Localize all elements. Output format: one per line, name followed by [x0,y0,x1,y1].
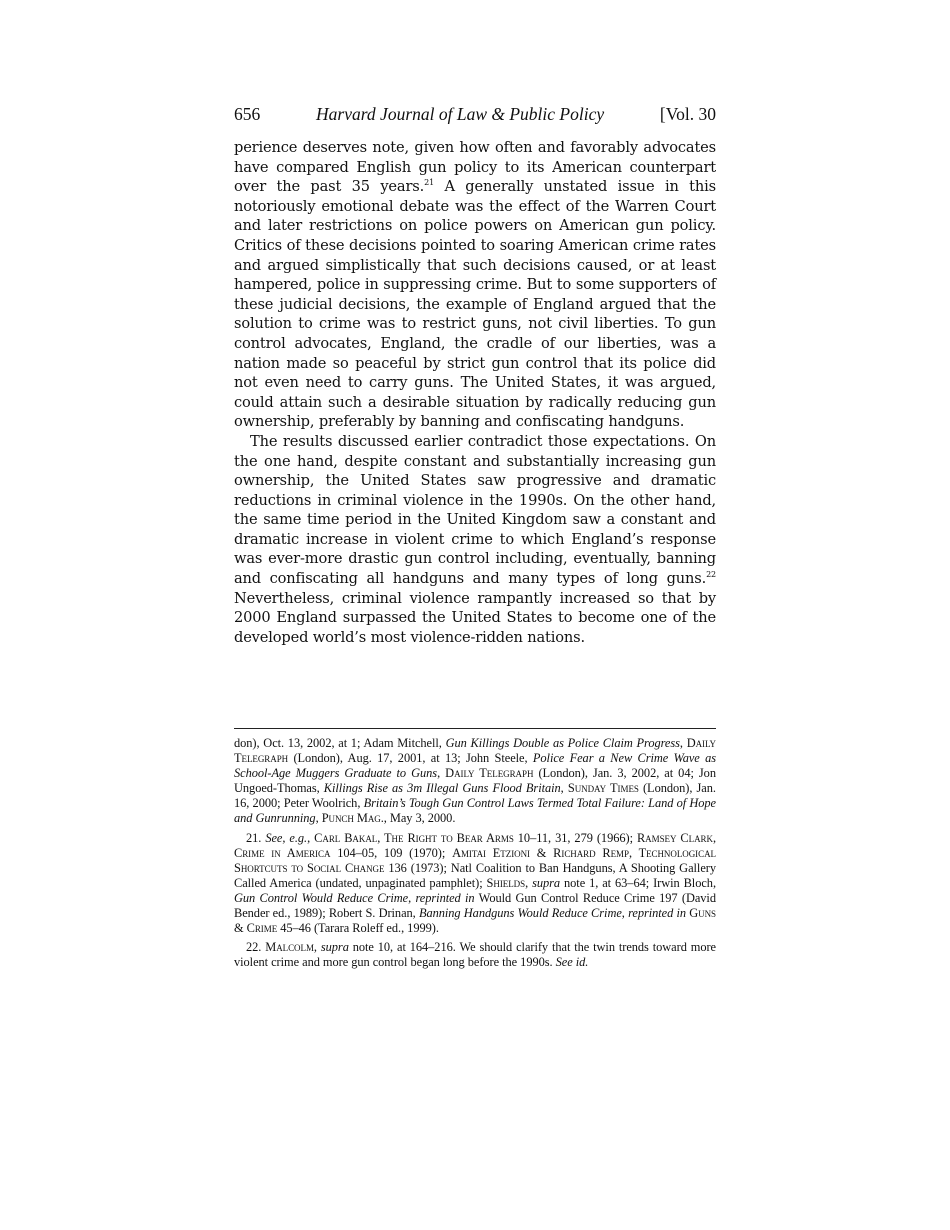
footnote-divider [234,728,716,729]
volume-label: [Vol. 30 [659,104,716,124]
footnotes [234,736,716,974]
paragraph-1-text-b: A generally unstated issue in this notoriously emotional debate was the effect of the Warren Court and later restrictions on police powers on American gun policy. Critics of these decisions pointed to soaring American crime rates and argued simplistically that such decisions caused, or at least hampered, police in suppressing crime. But to some supporters of these judicial decisions, the example of England argued that the solution to crime was to restrict guns, not civil liberties. To gun control advocates, England, the cradle of our liberties, was a nation made so peaceful by strict gun control that its police did not even need to carry guns. The United States, it was argued, could attain such a desirable situation by radically reducing gun ownership, preferably by banning and confiscating handguns. [234,178,716,431]
paragraph-1 [234,138,716,432]
page-number: 656 [234,104,261,124]
footnote-ref-21[interactable]: 21 [424,178,435,188]
paragraph-2-text-b: Nevertheless, criminal violence rampantly increased so that by 2000 England surpassed the United States to become one of the developed world’s most violence-ridden nations. [234,589,716,646]
footnote-22: 22. Malcolm, supra note 10, at 164–216. We should clarify that the twin trends toward more violent crime and more gun control began long before the 1990s. See id. [234,940,716,970]
body-text [234,138,716,647]
paragraph-2-text-a: The results discussed earlier contradict those expectations. On the one hand, despite constant and substantially increasing gun ownership, the United States saw progressive and dramatic reductions in criminal violence in the 1990s. On the other hand, the same time period in the United Kingdom saw a constant and dramatic increase in violent crime to which England’s response was ever-more drastic gun control including, eventually, banning and confiscating all handguns and many types of long guns. [234,432,716,588]
running-header [234,104,716,138]
paragraph-2 [234,432,716,648]
journal-title: Harvard Journal of Law & Public Policy [316,104,605,124]
footnote-continued: don), Oct. 13, 2002, at 1; Adam Mitchell, Gun Killings Double as Police Claim Progress, Daily Telegraph (London), Aug. 17, 2001, at 13; John Steele, Police Fear a New Crime Wave as School-Age Muggers Graduate to Guns, Daily Telegraph (London), Jan. 3, 2002, at 04; Jon Ungoed-Thomas, Killings Rise as 3m Illegal Guns Flood Britain, Sunday Times (London), Jan. 16, 2000; Peter Woolrich, Britain’s Tough Gun Control Laws Termed Total Failure: Land of Hope and Gunrunning, Punch Mag., May 3, 2000. [234,736,716,826]
paragraph-1-text-a: perience deserves note, given how often and favorably advocates have compared English gun policy to its American counterpart over the past 35 years. [234,139,716,196]
page-column [234,104,716,647]
footnote-21: 21. See, e.g., Carl Bakal, The Right to Bear Arms 10–11, 31, 279 (1966); Ramsey Clark, Crime in America 104–05, 109 (1970); Amitai Etzioni & Richard Remp, Technological Shortcuts to Social Change 136 (1973); Natl Coalition to Ban Handguns, A Shooting Gallery Called America (undated, unpaginated pamphlet); Shields, supra note 1, at 63–64; Irwin Bloch, Gun Control Would Reduce Crime, reprinted in Would Gun Control Reduce Crime 197 (David Bender ed., 1989); Robert S. Drinan, Banning Handguns Would Reduce Crime, reprinted in Guns & Crime 45–46 (Tarara Roleff ed., 1999). [234,830,716,936]
footnote-ref-22[interactable]: 22 [706,570,716,580]
